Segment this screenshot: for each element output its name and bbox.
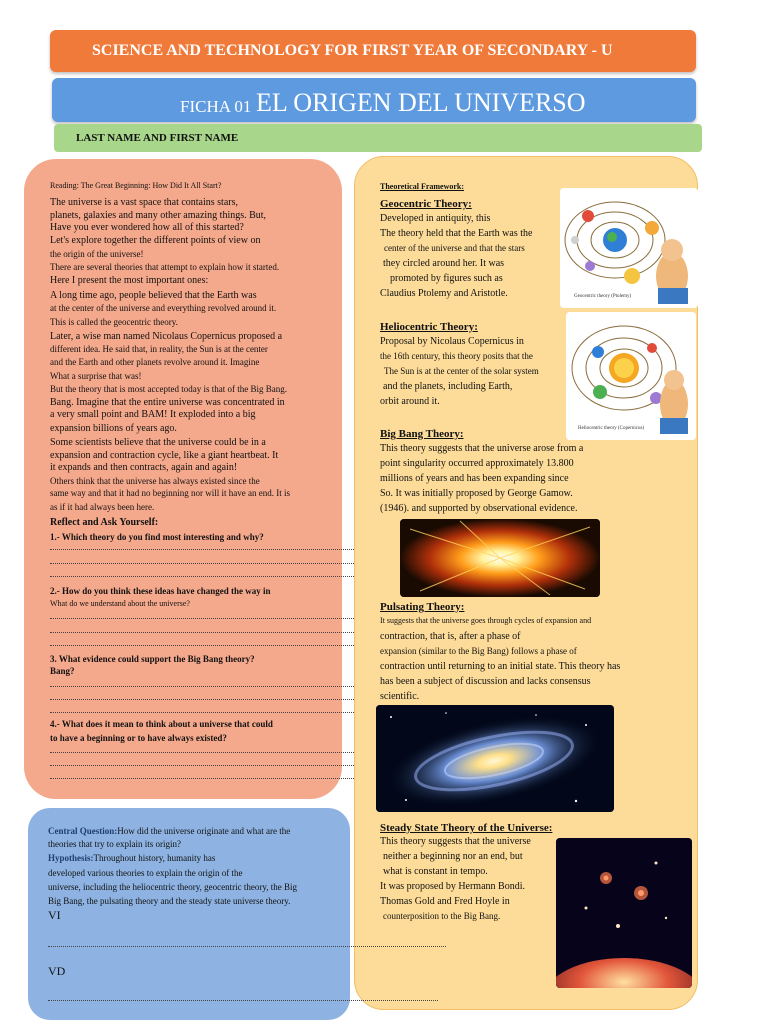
page-title: EL ORIGEN DEL UNIVERSO <box>256 88 586 117</box>
reading-line: expansion billions of years ago. <box>50 423 177 434</box>
vi-answer-line[interactable] <box>48 944 446 947</box>
answer-line[interactable] <box>50 710 400 713</box>
question-3-sub: Bang? <box>50 666 75 676</box>
geocentric-diagram-icon <box>560 188 698 308</box>
framework-label: Theoretical Framework: <box>380 182 465 191</box>
bigbang-line: (1946). and supported by observational evidence. <box>380 503 578 514</box>
reading-line: This is called the geocentric theory. <box>50 317 178 327</box>
pulsating-line: scientific. <box>380 691 420 702</box>
course-banner <box>50 30 696 72</box>
reading-line: and the Earth and other planets revolve around it. Imagine <box>50 357 260 367</box>
reading-line: Some scientists believe that the universe could be in a <box>50 437 266 448</box>
hypothesis-label: Hypothesis: <box>48 853 94 863</box>
bigbang-line: millions of years and has been expanding since <box>380 473 569 484</box>
reading-line: What a surprise that was! <box>50 371 142 381</box>
central-question <box>48 826 290 836</box>
geocentric-illustration <box>560 188 698 308</box>
pulsating-line: contraction, that is, after a phase of <box>380 631 521 642</box>
answer-line[interactable] <box>50 574 400 577</box>
steady-state-image <box>556 838 692 988</box>
question-2-sub: What do we understand about the universe? <box>50 599 190 608</box>
answer-line[interactable] <box>50 616 400 619</box>
reading-line: There are several theories that attempt to explain how it started. <box>50 262 280 272</box>
question-3: 3. What evidence could support the Big Bang theory? <box>50 654 255 664</box>
reading-line: The universe is a vast space that contains stars, <box>50 197 238 208</box>
geocentric-line: Developed in antiquity, this <box>380 213 491 224</box>
hypothesis-line: universe, including the heliocentric theory, geocentric theory, the Big <box>48 882 297 892</box>
heliocentric-line: orbit around it. <box>380 396 440 407</box>
reading-line: the origin of the universe! <box>50 249 144 259</box>
geocentric-title: Geocentric Theory: <box>380 198 472 210</box>
steady-line: what is constant in tempo. <box>383 866 488 877</box>
question-4: 4.- What does it mean to think about a universe that could <box>50 719 273 729</box>
bigbang-line: point singularity occurred approximately 13.800 <box>380 458 574 469</box>
pulsating-line: expansion (similar to the Big Bang) follows a phase of <box>380 646 577 656</box>
bigbang-line: This theory suggests that the universe arose from a <box>380 443 584 454</box>
geocentric-line: promoted by figures such as <box>390 273 503 284</box>
vd-answer-line[interactable] <box>48 998 438 1001</box>
heliocentric-illustration <box>566 312 696 440</box>
reading-line: a very small point and BAM! It exploded into a big <box>50 409 256 420</box>
steady-line: This theory suggests that the universe <box>380 836 531 847</box>
geocentric-line: center of the universe and that the stars <box>384 243 525 253</box>
central-question-cont: theories that try to explain its origin? <box>48 839 181 849</box>
reading-line: Have you ever wondered how all of this started? <box>50 222 244 233</box>
course-title: SCIENCE AND TECHNOLOGY FOR FIRST YEAR OF SECONDARY - U <box>92 42 613 59</box>
answer-line[interactable] <box>50 643 400 646</box>
pulsating-line: has been a subject of discussion and lacks consensus <box>380 676 591 687</box>
steady-line: It was proposed by Hermann Bondi. <box>380 881 525 892</box>
hypothesis-line: developed various theories to explain the origin of the <box>48 868 243 878</box>
bigbang-line: So. It was initially proposed by George Gamow. <box>380 488 573 499</box>
bigbang-title: Big Bang Theory: <box>380 428 464 440</box>
heliocentric-line: the 16th century, this theory posits that the <box>380 351 533 361</box>
reading-line: Others think that the universe has always existed since the <box>50 476 260 486</box>
answer-line[interactable] <box>50 630 400 633</box>
answer-line[interactable] <box>50 547 400 550</box>
answer-line[interactable] <box>50 776 400 779</box>
answer-line[interactable] <box>50 684 400 687</box>
question-1: 1.- Which theory do you find most interesting and why? <box>50 532 264 542</box>
reading-line: A long time ago, people believed that the Earth was <box>50 290 257 301</box>
reading-line: Here I present the most important ones: <box>50 275 209 286</box>
pulsating-line: It suggests that the universe goes through cycles of expansion and <box>380 616 592 625</box>
heliocentric-line: Proposal by Nicolaus Copernicus in <box>380 336 524 347</box>
reading-line: But the theory that is most accepted today is that of the Big Bang. <box>50 384 287 394</box>
geocentric-caption: Geocentric theory (Ptolemy) <box>574 294 632 299</box>
steady-title: Steady State Theory of the Universe: <box>380 822 553 834</box>
central-question-text: How did the universe originate and what are the <box>117 826 291 836</box>
bigbang-image <box>400 519 600 597</box>
central-question-label: Central Question: <box>48 826 118 836</box>
geocentric-line: The theory held that the Earth was the <box>380 228 533 239</box>
reading-line: Later, a wise man named Nicolaus Copernicus proposed a <box>50 331 283 342</box>
reading-line: expansion and contraction cycle, like a giant heartbeat. It <box>50 450 279 461</box>
heliocentric-caption: Heliocentric theory (Copernicus) <box>578 426 645 431</box>
reading-line: Let's explore together the different points of view on <box>50 235 261 246</box>
question-4-sub: to have a beginning or to have always existed? <box>50 733 227 743</box>
hypothesis-line: Big Bang, the pulsating theory and the steady state universe theory. <box>48 896 291 906</box>
question-2: 2.- How do you think these ideas have changed the way in <box>50 586 271 596</box>
name-label: LAST NAME AND FIRST NAME <box>76 132 239 144</box>
reading-line: as if it had always been here. <box>50 502 155 512</box>
answer-line[interactable] <box>50 763 400 766</box>
heliocentric-title: Heliocentric Theory: <box>380 321 478 333</box>
answer-line[interactable] <box>50 561 400 564</box>
answer-line[interactable] <box>50 697 400 700</box>
name-bar[interactable] <box>54 124 702 152</box>
pulsating-title: Pulsating Theory: <box>380 601 465 613</box>
heliocentric-line: and the planets, including Earth, <box>383 381 513 392</box>
pulsating-line: contraction until returning to an initial state. This theory has <box>380 661 621 672</box>
reading-line: at the center of the universe and everything revolved around it. <box>50 303 277 313</box>
reading-line: planets, galaxies and many other amazing things. But, <box>50 210 267 221</box>
hypothesis-text: Throughout history, humanity has <box>93 853 216 863</box>
planet-stars-icon <box>556 838 692 988</box>
heliocentric-line: The Sun is at the center of the solar system <box>384 366 539 376</box>
steady-line: neither a beginning nor an end, but <box>383 851 523 862</box>
answer-line[interactable] <box>50 750 400 753</box>
reading-line: different idea. He said that, in reality, the Sun is at the center <box>50 344 268 354</box>
vd-label: VD <box>48 964 66 978</box>
vi-label: VI <box>48 908 61 922</box>
heliocentric-diagram-icon <box>566 312 696 440</box>
galaxy-icon <box>376 705 614 812</box>
steady-line: counterposition to the Big Bang. <box>383 911 501 921</box>
explosion-icon <box>400 519 600 597</box>
reading-line: Bang. Imagine that the entire universe was concentrated in <box>50 397 285 408</box>
reading-title: Reading: The Great Beginning: How Did It All Start? <box>50 181 222 190</box>
reflect-title: Reflect and Ask Yourself: <box>50 517 159 528</box>
ficha-number: FICHA 01 <box>180 97 252 116</box>
geocentric-line: they circled around her. It was <box>383 258 505 269</box>
galaxy-image <box>376 705 614 812</box>
geocentric-line: Claudius Ptolemy and Aristotle. <box>380 288 508 299</box>
title-banner <box>52 78 696 122</box>
steady-line: Thomas Gold and Fred Hoyle in <box>380 896 510 907</box>
reading-line: same way and that it had no beginning nor will it have an end. It is <box>50 488 290 498</box>
reading-line: it expands and then contracts, again and again! <box>50 462 238 473</box>
hypothesis <box>48 853 215 863</box>
